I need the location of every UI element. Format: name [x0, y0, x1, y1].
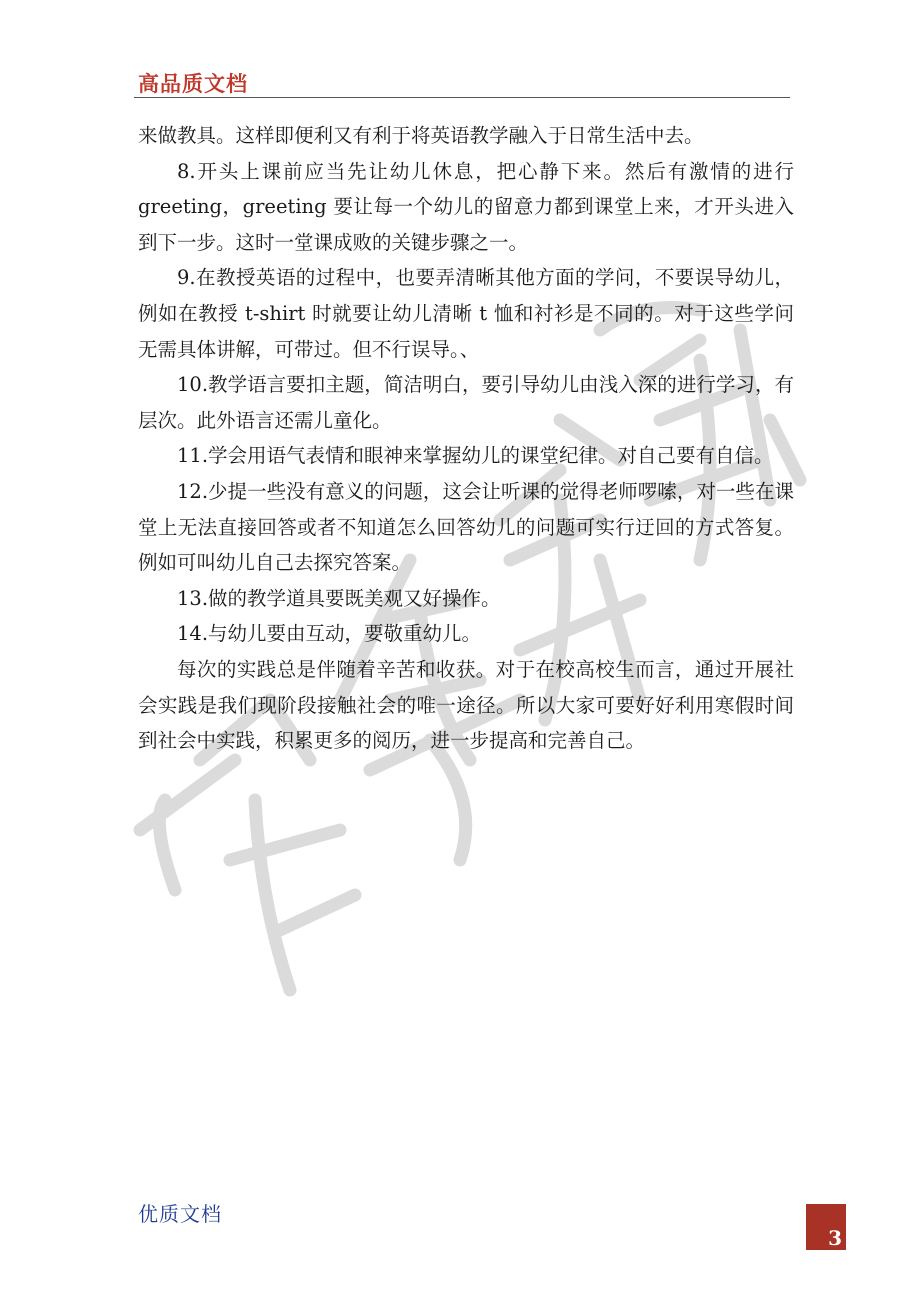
page-number-badge: 3	[806, 1204, 846, 1250]
body-paragraph: 13.做的教学道具要既美观又好操作。	[177, 586, 501, 610]
document-body	[138, 118, 794, 759]
body-paragraph: 每次的实践总是伴随着辛苦和收获。对于在校高校生而言，通过开展社会实践是我们现阶段接触社会的唯一途径。所以大家可要好好利用寒假时间到社会中实践，积累更多的阅历，进一步提高和完善自己。	[138, 657, 794, 753]
body-paragraph: 14.与幼儿要由互动，要敬重幼儿。	[177, 622, 482, 646]
body-paragraph: 12.少提一些没有意义的问题，这会让听课的觉得老师啰嗦，对一些在课堂上无法直接回答或者不知道怎么回答幼儿的问题可实行迂回的方式答复。例如可叫幼儿自己去探究答案。	[138, 479, 794, 575]
header-divider	[134, 97, 790, 98]
body-paragraph: 8.开头上课前应当先让幼儿休息，把心静下来。然后有激情的进行 greeting，greeting 要让每一个幼儿的留意力都到课堂上来，才开头进入到下一步。这时一堂课成败的关键步骤之一。	[138, 159, 794, 254]
body-paragraph: 9.在教授英语的过程中，也要弄清晰其他方面的学问，不要误导幼儿，例如在教授 t-shirt 时就要让幼儿清晰 t 恤和衬衫是不同的。对于这些学问无需具体讲解，可带过。但不行误导。、	[138, 266, 794, 361]
body-paragraph: 10.教学语言要扣主题，简洁明白，要引导幼儿由浅入深的进行学习，有层次。此外语言还需儿童化。	[138, 373, 794, 432]
body-paragraph: 来做教具。这样即便利又有利于将英语教学融入于日常生活中去。	[138, 124, 704, 147]
page-footer-title: 优质文档	[138, 1202, 222, 1226]
page-header-title: 高品质文档	[138, 72, 248, 96]
body-paragraph: 11.学会用语气表情和眼神来掌握幼儿的课堂纪律。对自己要有自信。	[177, 444, 774, 468]
